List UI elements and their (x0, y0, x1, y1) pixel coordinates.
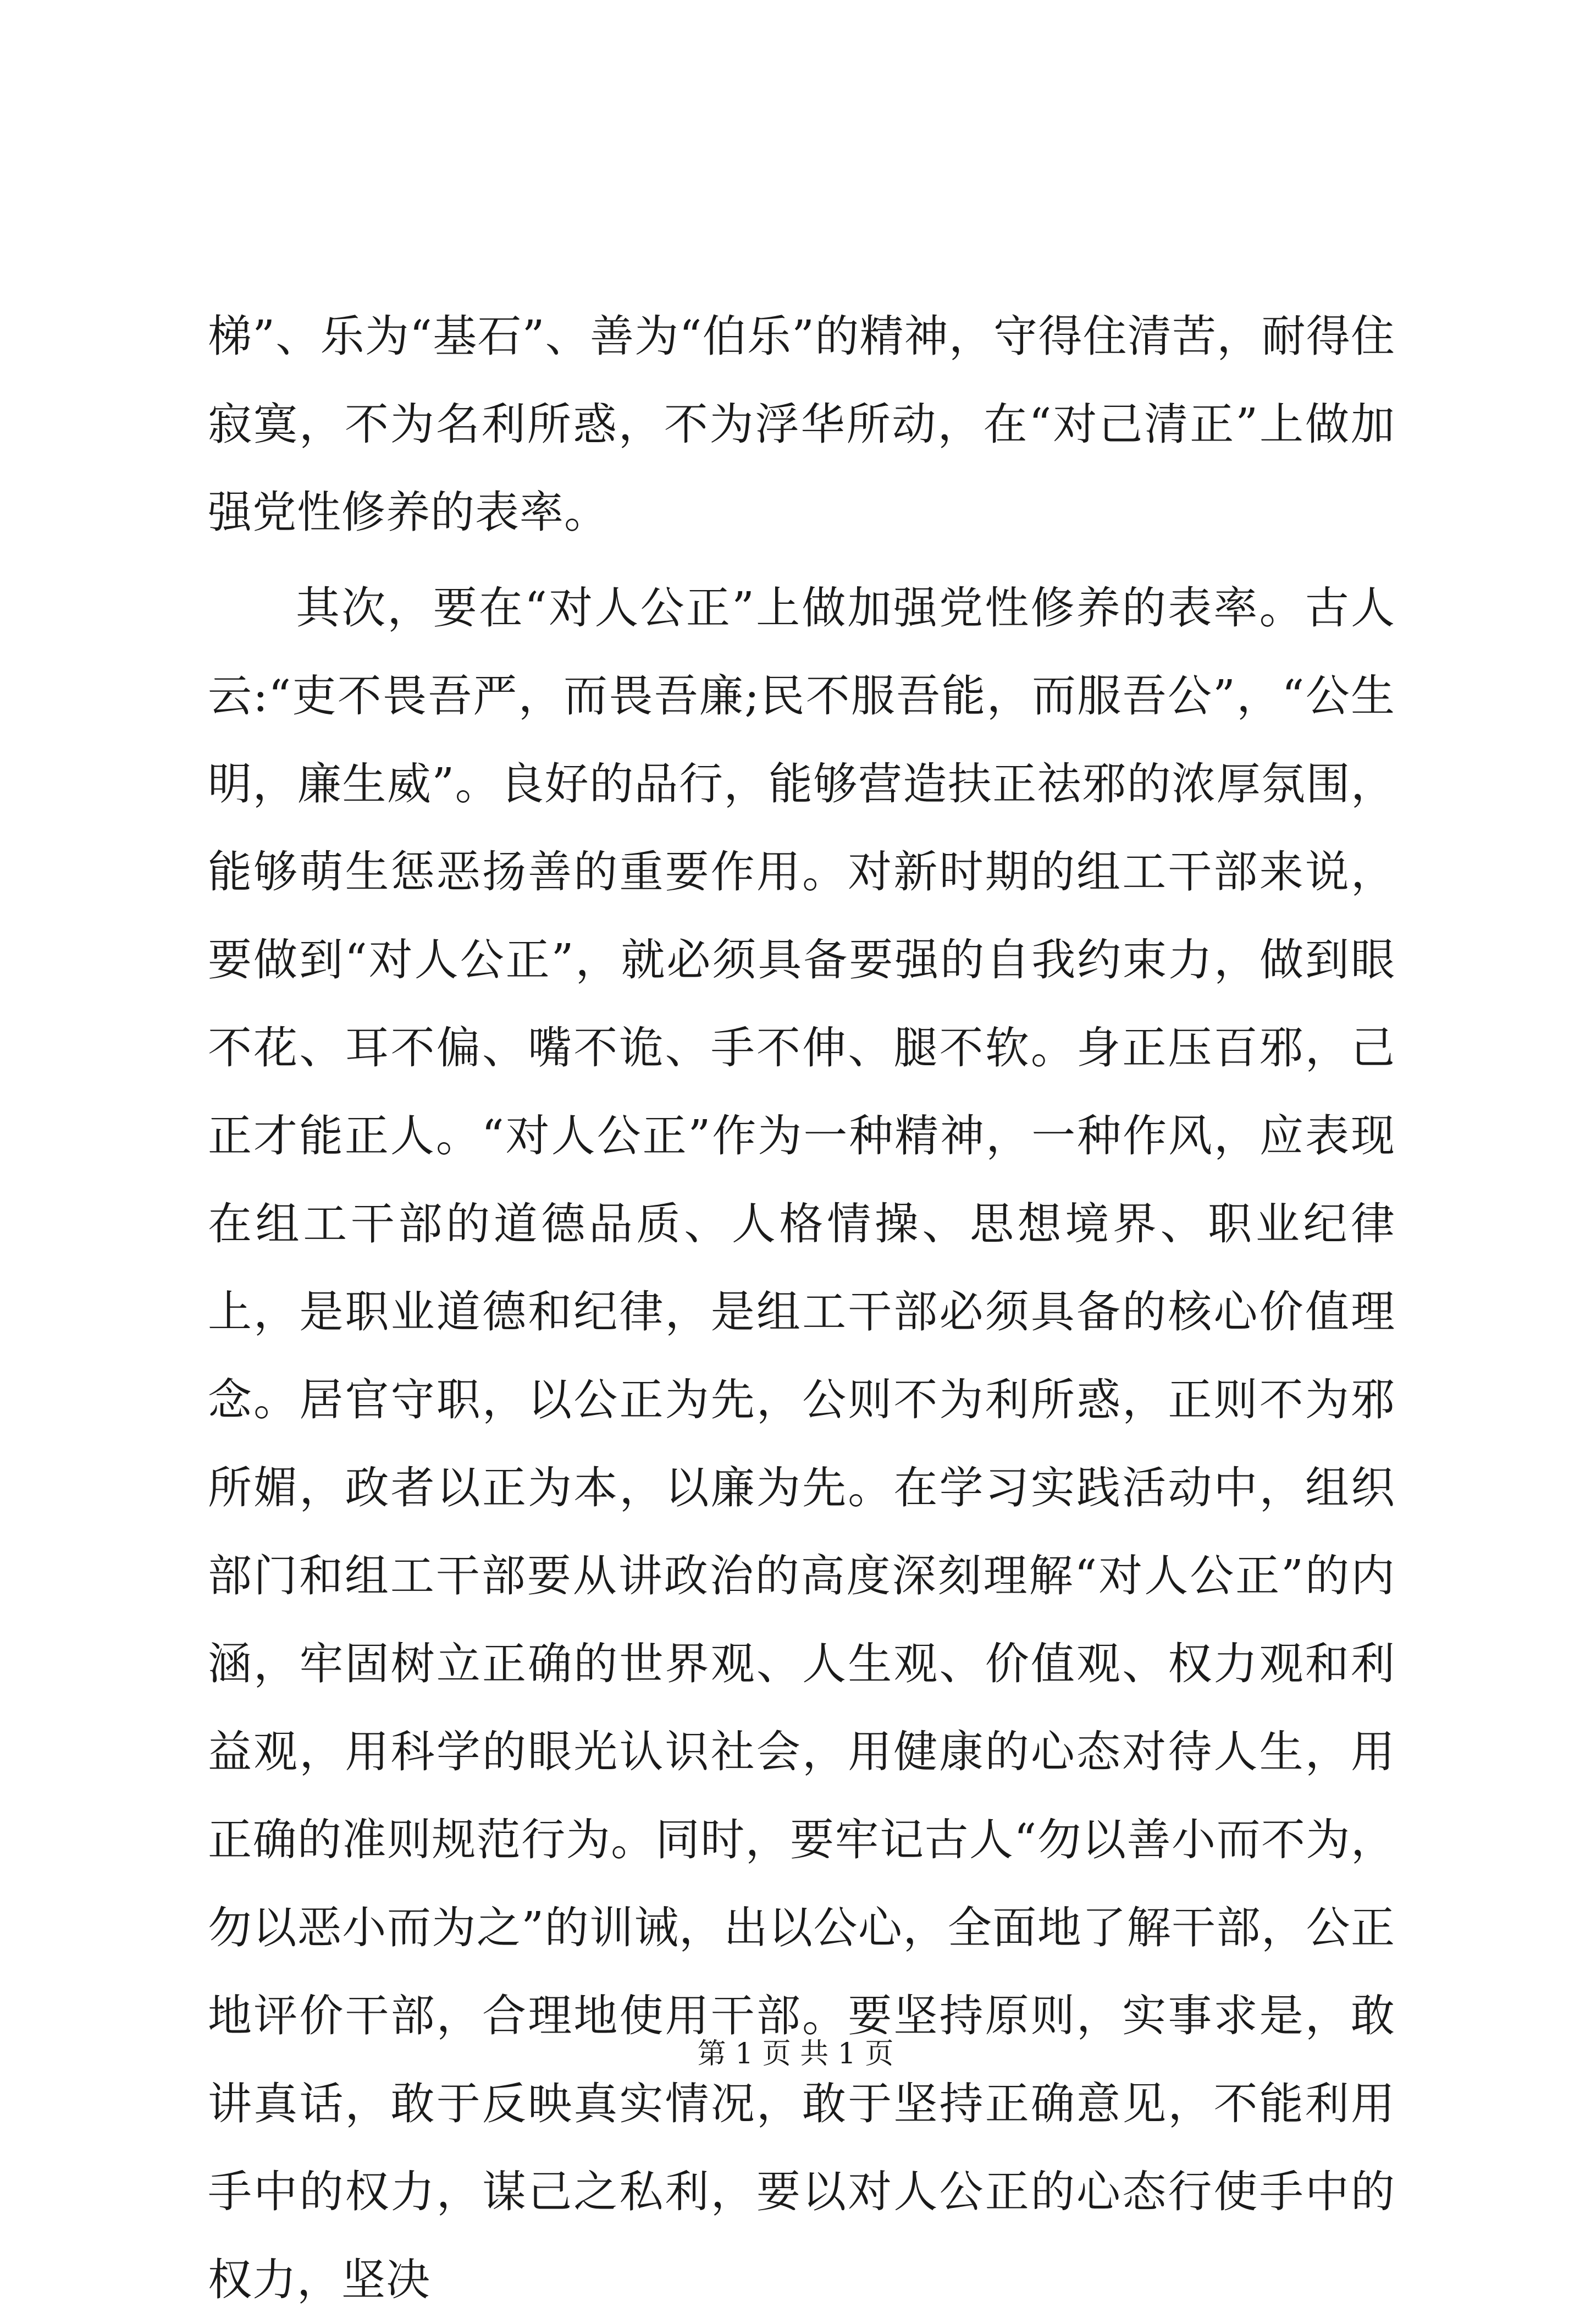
paragraph-continued: 梯”、乐为“基石”、善为“伯乐”的精神，守得住清苦，耐得住寂寞，不为名利所惑，不为浮华所动，在“对己清正”上做加强党性修养的表率。 (208, 311, 1395, 538)
page-footer: 第 1 页 共 1 页 (697, 2037, 894, 2070)
paragraph-second: 其次，要在“对人公正”上做加强党性修养的表率。古人云:“吏不畏吾严，而畏吾廉;民不服吾能，而服吾公”，“公生明，廉生威”。良好的品行，能够营造扶正祛邪的浓厚氛围，能够萌生惩恶扬善的重要作用。对新时期的组工干部来说，要做到“对人公正”，就必须具备要强的自我约束力，做到眼不花、耳不偏、嘴不诡、手不伸、腿不软。身正压百邪，己正才能正人。“对人公正”作为一种精神，一种作风，应表现在组工干部的道德品质、人格情操、思想境界、职业纪律上，是职业道德和纪律，是组工干部必须具备的核心价值理念。居官守职，以公正为先，公则不为利所惑，正则不为邪所媚，政者以正为本，以廉为先。在学习实践活动中，组织部门和组工干部要从讲政治的高度深刻理解“对人公正”的内涵，牢固树立正确的世界观、人生观、价值观、权力观和利益观，用科学的眼光认识社会，用健康的心态对待人生，用正确的准则规范行为。同时，要牢记古人“勿以善小而不为，勿以恶小而为之”的训诫，出以公心，全面地了解干部，公正地评价干部，合理地使用干部。要坚持原则，实事求是，敢讲真话，敢于反映真实情况，敢于坚持正确意见，不能利用手中的权力，谋己之私利，要以对人公正的心态行使手中的权力，坚决 (208, 582, 1395, 2305)
document-body (208, 293, 1395, 2324)
